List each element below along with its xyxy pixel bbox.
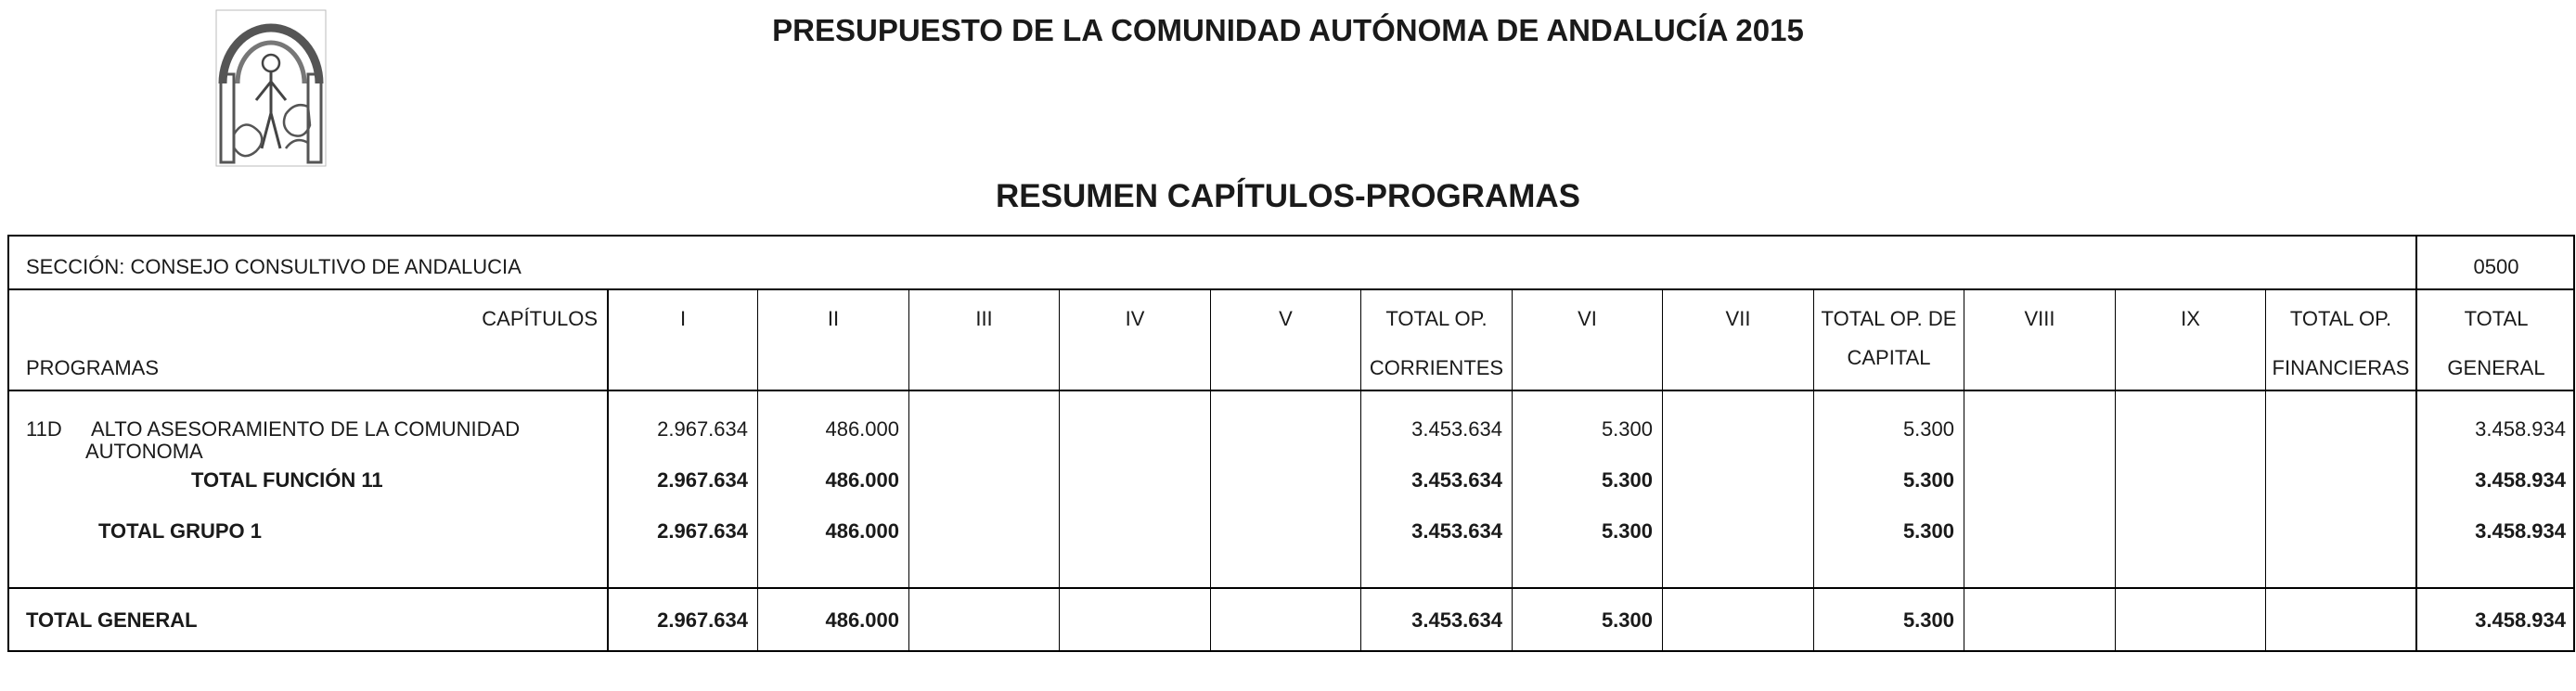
header-col-iii: III (975, 307, 993, 330)
grupo-value-i: 2.967.634 (657, 519, 748, 543)
program-code: 11D (26, 417, 62, 441)
page-title: PRESUPUESTO DE LA COMUNIDAD AUTÓNOMA DE ANDALUCÍA 2015 (772, 13, 1804, 47)
program-value-ii: 486.000 (825, 417, 899, 441)
header-total-financieras-1: TOTAL OP. (2289, 307, 2392, 330)
column-divider (2265, 288, 2266, 652)
header-programas: PROGRAMAS (26, 356, 160, 379)
program-value-vi: 5.300 (1601, 417, 1653, 441)
general-value-ii: 486.000 (825, 608, 899, 632)
program-value-total-corrientes: 3.453.634 (1411, 417, 1502, 441)
grupo-value-total-capital: 5.300 (1902, 519, 1954, 543)
header-col-ix: IX (2181, 307, 2200, 330)
general-value-vi: 5.300 (1601, 608, 1653, 632)
column-divider (1059, 288, 1060, 652)
program-name: ALTO ASESORAMIENTO DE LA COMUNIDAD (91, 417, 521, 441)
header-total-general-1: TOTAL (2464, 307, 2529, 330)
total-grupo-label: TOTAL GRUPO 1 (98, 519, 263, 543)
column-divider (1210, 288, 1211, 652)
general-value-total-general: 3.458.934 (2475, 608, 2566, 632)
program-value-i: 2.967.634 (657, 417, 748, 441)
grupo-value-total-general: 3.458.934 (2475, 519, 2566, 543)
funcion-value-total-general: 3.458.934 (2475, 468, 2566, 492)
general-value-total-corrientes: 3.453.634 (1411, 608, 1502, 632)
header-col-viii: VIII (2024, 307, 2055, 330)
header-col-vi: VI (1578, 307, 1597, 330)
page-subtitle: RESUMEN CAPÍTULOS-PROGRAMAS (995, 178, 1581, 214)
header-total-capital-1: TOTAL OP. DE (1821, 307, 1957, 330)
program-value-total-capital: 5.300 (1902, 417, 1954, 441)
header-total-general-2: GENERAL (2447, 356, 2545, 379)
header-col-i: I (679, 307, 687, 330)
column-divider (908, 288, 909, 652)
funcion-value-vi: 5.300 (1601, 468, 1653, 492)
header-col-ii: II (827, 307, 840, 330)
header-total-financieras-2: FINANCIERAS (2272, 356, 2410, 379)
section-label: SECCIÓN: CONSEJO CONSULTIVO DE ANDALUCIA (26, 255, 522, 278)
total-funcion-label: TOTAL FUNCIÓN 11 (191, 468, 383, 492)
general-value-total-capital: 5.300 (1902, 608, 1954, 632)
total-general-frame (7, 587, 2575, 652)
column-divider (2115, 288, 2116, 652)
grupo-value-ii: 486.000 (825, 519, 899, 543)
column-header-frame (7, 288, 2575, 391)
funcion-value-total-corrientes: 3.453.634 (1411, 468, 1502, 492)
header-total-corrientes-1: TOTAL OP. (1385, 307, 1488, 330)
grupo-value-total-corrientes: 3.453.634 (1411, 519, 1502, 543)
program-name-continued: AUTONOMA (85, 440, 203, 463)
program-value-total-general: 3.458.934 (2475, 417, 2566, 441)
column-divider (1662, 288, 1663, 652)
header-total-corrientes-2: CORRIENTES (1369, 356, 1504, 379)
funcion-value-i: 2.967.634 (657, 468, 748, 492)
funcion-value-ii: 486.000 (825, 468, 899, 492)
header-capitulos: CAPÍTULOS (482, 307, 598, 330)
funcion-value-total-capital: 5.300 (1902, 468, 1954, 492)
header-total-capital-2: CAPITAL (1847, 346, 1931, 369)
total-general-label: TOTAL GENERAL (26, 608, 198, 632)
header-col-iv: IV (1125, 307, 1145, 330)
header-col-v: V (1279, 307, 1293, 330)
header-col-vii: VII (1725, 307, 1751, 330)
general-value-i: 2.967.634 (657, 608, 748, 632)
grupo-value-vi: 5.300 (1601, 519, 1653, 543)
section-code: 0500 (2473, 255, 2519, 278)
